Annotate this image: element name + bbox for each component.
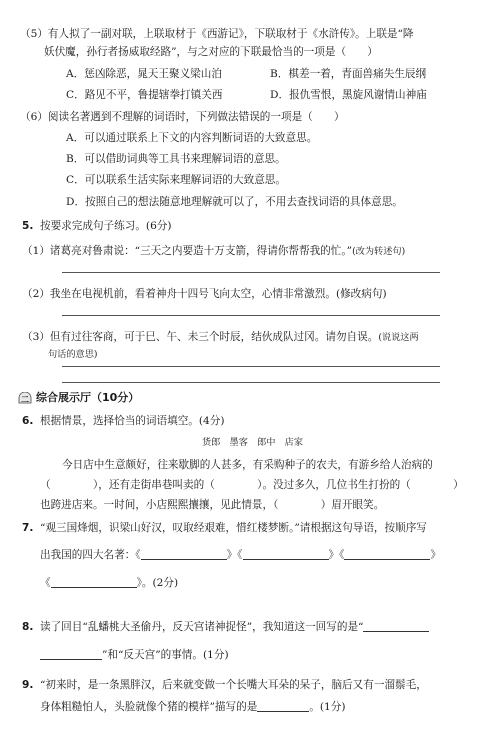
answer-line-2[interactable] xyxy=(62,315,440,316)
question-9-line-2: 身体粗糙怕人，头脸就像个猪的模样”描写的是 。(1分) xyxy=(40,701,346,713)
q6-sub-stem: （6）阅读名著遇到不理解的词语时，下列做法错误的一项是（ ） xyxy=(20,111,345,123)
q6-option-c: C．可以联系生活实际来理解词语的大致意思。 xyxy=(66,174,286,186)
section-marker-icon xyxy=(18,392,32,404)
q5-option-c: C．路见不平，鲁提辖拳打镇关西 xyxy=(66,89,223,101)
section-title: 综合展示厅（10分） xyxy=(36,391,140,404)
q5-sub-stem-line1: （5）有人拟了一副对联，上联取材于《西游记》，下联取材于《水浒传》。上联是“降 xyxy=(20,28,414,40)
blank-book-4[interactable] xyxy=(51,576,137,588)
question-6-number: 6. xyxy=(22,415,34,427)
passage-line-3: 也跨进店来。一时间，小店熙熙攘攘，见此情景，（ ）眉开眼笑。 xyxy=(40,499,385,511)
q5-option-b: B．棋差一着，青面兽痛失生辰纲 xyxy=(270,68,427,80)
blank-book-3[interactable] xyxy=(344,548,430,560)
question-8-number: 8. xyxy=(22,621,34,633)
question-8-line-2: ”和“反天宫”的事情。(1分) xyxy=(40,648,229,662)
q6-option-a: A．可以通过联系上下文的内容判断词语的大致意思。 xyxy=(66,132,318,144)
sentence-2: （2）我坐在电视机前，看着神舟十四号飞向太空，心情非常激烈。(修改病句) xyxy=(22,288,387,300)
blank-chapter-event[interactable] xyxy=(363,620,429,632)
question-6-stem: 根据情景，选择恰当的词语填空。(4分) xyxy=(40,415,225,427)
answer-line-1[interactable] xyxy=(62,272,440,273)
sentence-1: （1）诸葛亮对鲁肃说：“三天之内要造十万支箭，得请你帮帮我的忙。”(改为转述句) xyxy=(22,245,406,257)
svg-text:二: 二 xyxy=(21,395,29,404)
question-5-number: 5. xyxy=(22,220,34,232)
answer-line-3a[interactable] xyxy=(62,366,440,367)
sentence-3: （3）但有过往客商，可于巳、午、未三个时辰，结伙成队过冈。请勿自误。(说说这两 xyxy=(22,331,419,343)
blank-chapter-event-cont[interactable] xyxy=(40,648,102,660)
q6-option-d: D．按照自己的想法随意地理解就可以了，不用去查找词语的具体意思。 xyxy=(66,196,403,208)
q6-option-b: B．可以借助词典等工具书来理解词语的意思。 xyxy=(66,153,286,165)
question-7-line-2: 出我国的四大名著：《 》《 》《 》 xyxy=(40,549,442,561)
question-7-line-1: “观三国烽烟，识梁山好汉，叹取经艰难，惜红楼梦断。”请根据这句导语，按顺序写 xyxy=(40,522,427,534)
word-bank: 货郎 墨客 郎中 店家 xyxy=(202,437,304,448)
question-7-number: 7. xyxy=(22,522,34,534)
question-9-line-1: “初来时，是一条黑胖汉，后来就变做一个长嘴大耳朵的呆子，脑后又有一溜鬃毛， xyxy=(40,679,427,691)
question-8-line-1: 读了回目“乱蟠桃大圣偷丹，反天宫诸神捉怪”，我知道这一回写的是“ xyxy=(40,620,429,634)
question-9-number: 9. xyxy=(22,679,34,691)
question-7-line-3: 《 》。(2分) xyxy=(40,577,179,589)
sentence-3-note-cont: 句话的意思) xyxy=(48,349,98,360)
blank-book-1[interactable] xyxy=(141,548,227,560)
q5-option-d: D．报仇雪恨，黑旋风谢情山神庙 xyxy=(270,89,427,101)
blank-book-2[interactable] xyxy=(243,548,329,560)
passage-line-1: 今日店中生意颇好，往来歇脚的人甚多，有采购种子的农夫，有游乡给人治病的 xyxy=(62,459,433,471)
question-5-stem: 按要求完成句子练习。(6分) xyxy=(40,220,172,232)
q5-option-a: A．惩凶除恶，晁天王聚义梁山泊 xyxy=(66,68,222,80)
q5-sub-stem-line2: 妖伏魔，孙行者扬威取经路”，与之对应的下联最恰当的一项是（ ） xyxy=(44,46,378,58)
answer-line-3b[interactable] xyxy=(62,382,440,383)
blank-character[interactable] xyxy=(257,700,309,712)
passage-line-2: （ ），还有走街串巷叫卖的（ ）。没过多久，几位书生打扮的（ ） xyxy=(40,479,464,491)
